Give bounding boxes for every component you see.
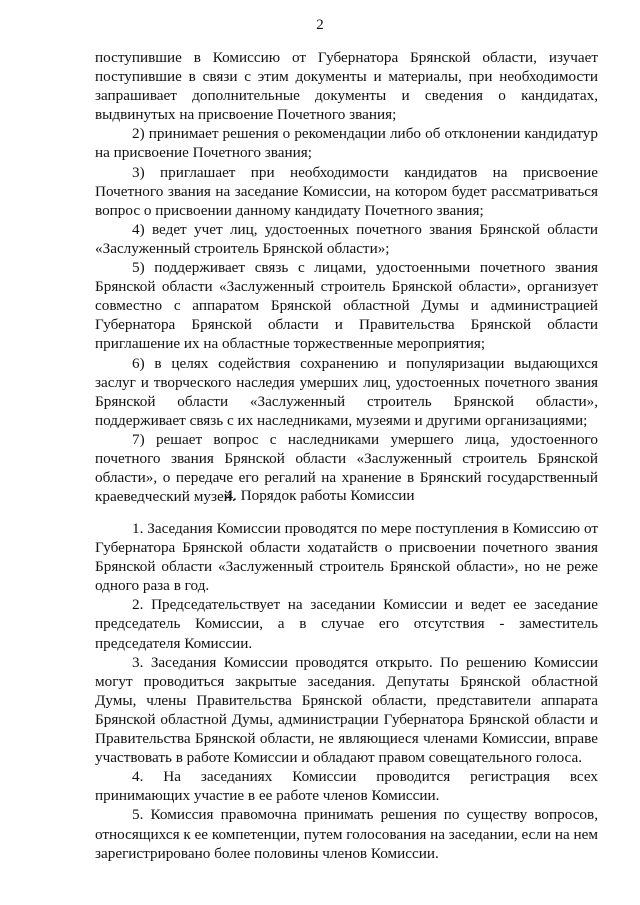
procedure-paragraph-3: 3. Заседания Комиссии проводятся открыто. По решению Комиссии могут проводиться закрытые заседания. Депутаты Брянской областной Думы, члены Правительства Брянской области, представители аппарата Брянской областной Думы, администрации Губернатора Брянской области и Правительства Брянской области, не являющиеся членами Комиссии, вправе участвовать в работе Комиссии и обладают правом совещательного голоса. xyxy=(95,653,598,767)
paragraph-item-2: 2) принимает решения о рекомендации либо об отклонении кандидатур на присвоение Почетного звания; xyxy=(95,125,598,162)
paragraph-item-6: 6) в целях содействия сохранению и популяризации выдающихся заслуг и творческого наследия умерших лиц, удостоенных почетного звания Брянской области «Заслуженный строитель Брянской области», поддерживает связь с их наследниками, музеями и другими организациями; xyxy=(95,354,598,429)
paragraph-item-3: 3) приглашает при необходимости кандидатов на присвоение Почетного звания на заседание Комиссии, на котором будет рассматриваться вопрос о присвоении данному кандидату Почетного звания; xyxy=(95,163,598,219)
paragraph-item-5: 5) поддерживает связь с лицами, удостоенными почетного звания Брянской области «Заслуженный строитель Брянской области», организует совместно с аппаратом Брянской областной Думы и администрацией Губернатора Брянской области и Правительства Брянской области приглашение их на областные торжественные мероприятия; xyxy=(95,259,598,353)
duties-list-continued xyxy=(95,48,598,506)
procedure-paragraph-4: 4. На заседаниях Комиссии проводится регистрация всех принимающих участие в ее работе членов Комиссии. xyxy=(95,768,598,805)
paragraph-item-7: 7) решает вопрос с наследниками умершего лица, удостоенного почетного звания Брянской области «Заслуженный строитель Брянской области», о передаче его регалий на хранение в Брянский государственный краеведческий музей. xyxy=(95,430,598,506)
paragraph-continuation: поступившие в Комиссию от Губернатора Брянской области, изучает поступившие в связи с этим документы и материалы, при необходимости запрашивает дополнительные документы и сведения о кандидатах, выдвинутых на присвоение Почетного звания; xyxy=(95,49,598,124)
procedure-paragraph-2: 2. Председательствует на заседании Комиссии и ведет ее заседание председатель Комиссии, а в случае его отсутствия - заместитель председателя Комиссии. xyxy=(95,596,598,652)
procedure-paragraph-5: 5. Комиссия правомочна принимать решения по существу вопросов, относящихся к ее компетенции, путем голосования на заседании, если на нем зарегистрировано более половины членов Комиссии. xyxy=(95,806,598,862)
paragraph-item-4: 4) ведет учет лиц, удостоенных почетного звания Брянской области «Заслуженный строитель Брянской области»; xyxy=(95,220,598,257)
section-heading: 4. Порядок работы Комиссии xyxy=(225,487,415,504)
procedure-paragraph-1: 1. Заседания Комиссии проводятся по мере поступления в Комиссию от Губернатора Брянской области ходатайств о присвоении почетного звания Брянской области «Заслуженный строитель Брянской области», но не реже одного раза в год. xyxy=(95,520,598,595)
page-number: 2 xyxy=(316,17,324,33)
commission-procedure-section xyxy=(95,519,598,863)
